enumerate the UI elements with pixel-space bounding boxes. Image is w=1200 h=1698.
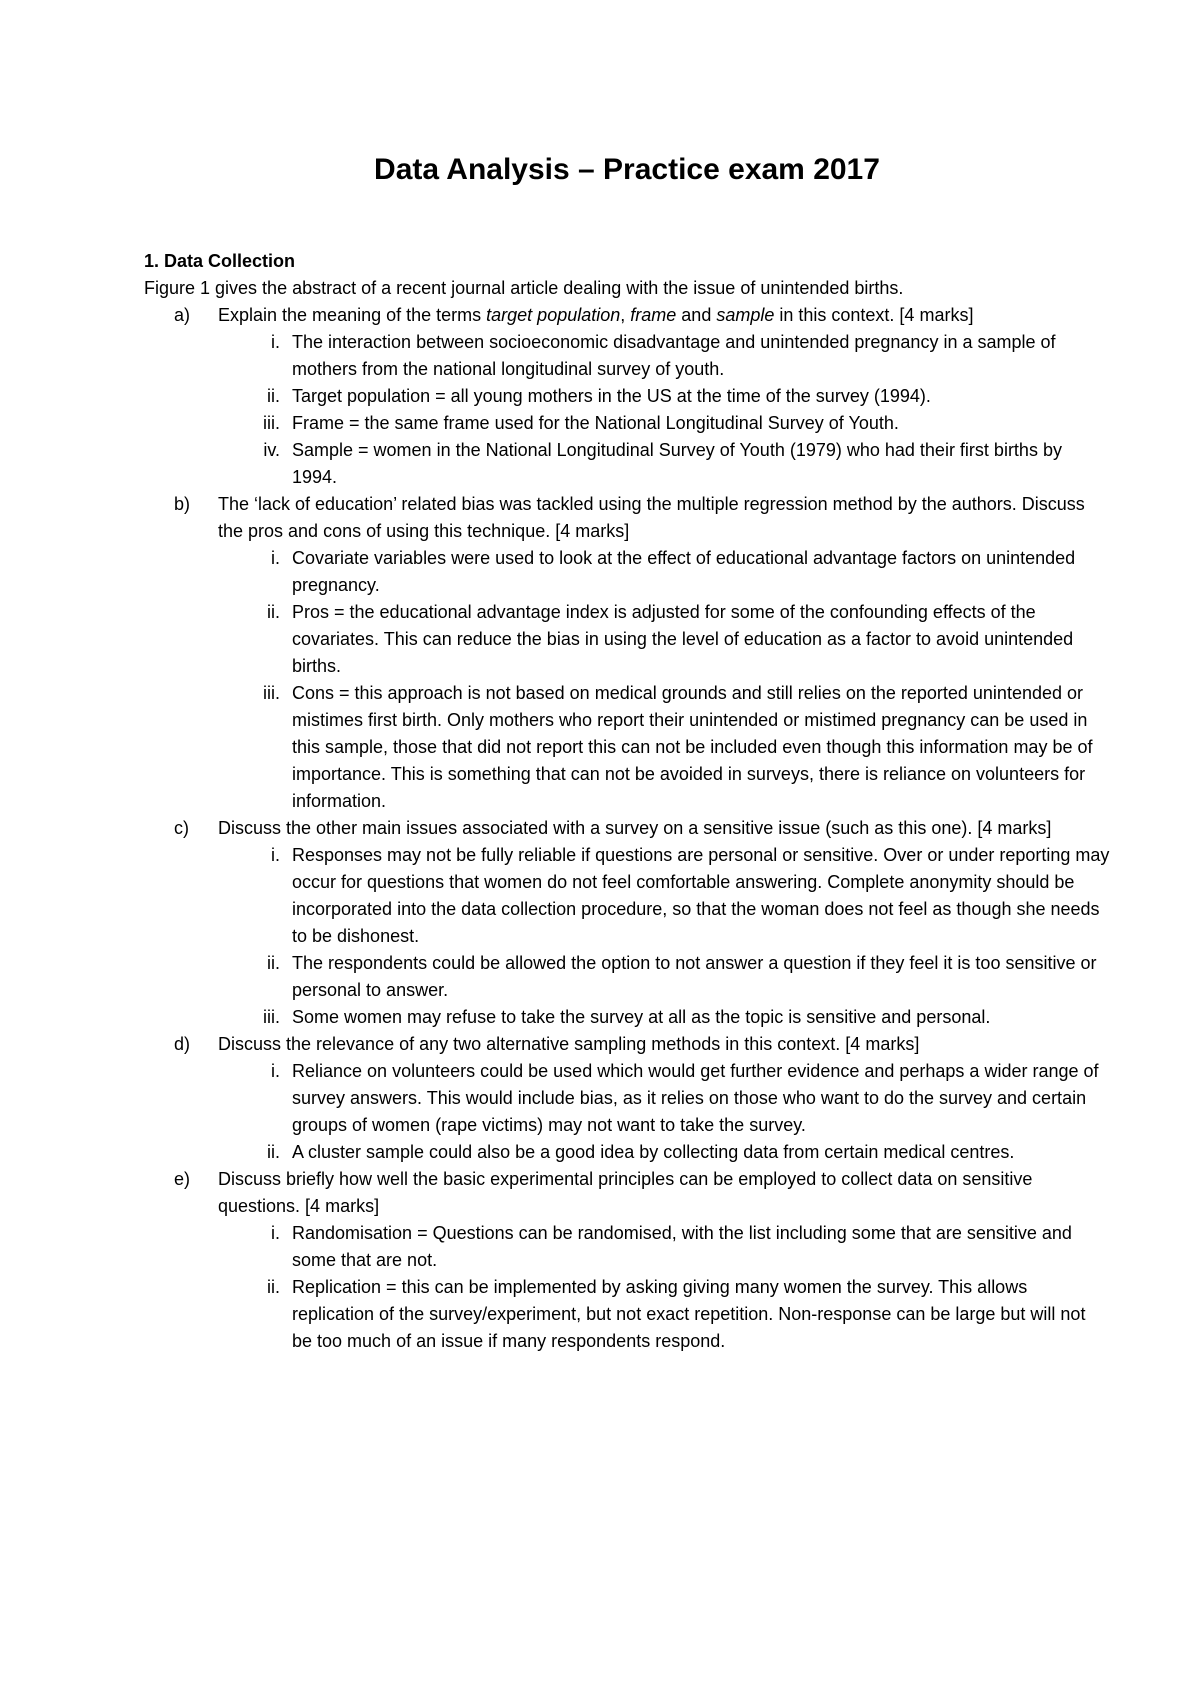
answer-item: iii. Frame = the same frame used for the National Longitudinal Survey of Youth. (263, 413, 899, 433)
question-text: The ‘lack of education’ related bias was tackled using the multiple regression method by the authors. Discuss the pros and cons of using this technique. [4 marks] (218, 494, 1085, 541)
question-d (144, 1031, 1110, 1058)
answer-text: The respondents could be allowed the option to not answer a question if they feel it is too sensitive or personal to answer. (292, 953, 1097, 1000)
answer-item: i. Covariate variables were used to look at the effect of educational advantage factors on unintended pregnancy. (271, 548, 1076, 595)
answer-text: Sample = women in the National Longitudinal Survey of Youth (1979) who had their first births by 1994. (292, 440, 1062, 487)
answer-item: ii. Replication = this can be implemented by asking giving many women the survey. This allows replication of the survey/experiment, but not exact repetition. Non-response can be large but will not be too much of an issue if many respondents respond. (267, 1277, 1086, 1351)
term-target-population: target population (486, 305, 621, 325)
question-text: Explain the meaning of the terms target population, frame and sample in this context. [4 marks] (218, 305, 974, 325)
question-text: Discuss briefly how well the basic experimental principles can be employed to collect data on sensitive questions. [4 marks] (218, 1169, 1033, 1216)
answer-text: Reliance on volunteers could be used which would get further evidence and perhaps a wider range of survey answers. This would include bias, as it relies on those who want to do the survey and certain groups of women (rape victims) may not want to take the survey. (292, 1061, 1099, 1135)
answer-text: Covariate variables were used to look at the effect of educational advantage factors on unintended pregnancy. (292, 548, 1076, 595)
answer-item: iv. Sample = women in the National Longitudinal Survey of Youth (1979) who had their first births by 1994. (263, 440, 1062, 487)
question-label: a) (174, 305, 191, 325)
answer-text: A cluster sample could also be a good idea by collecting data from certain medical centres. (292, 1142, 1015, 1162)
answer-item: i. The interaction between socioeconomic disadvantage and unintended pregnancy in a sample of mothers from the national longitudinal survey of youth. (271, 332, 1056, 379)
answer-text: Pros = the educational advantage index is adjusted for some of the confounding effects of the covariates. This can reduce the bias in using the level of education as a factor to avoid unintended births. (292, 602, 1074, 676)
answer-item: i. Randomisation = Questions can be randomised, with the list including some that are sensitive and some that are not. (271, 1223, 1072, 1270)
answer-text: Cons = this approach is not based on medical grounds and still relies on the reported unintended or mistimes first birth. Only mothers who report their unintended or mistimed pregnancy can be used in this sample, those that did not report this can not be included even though this information may be of importance. This is something that can not be avoided in surveys, there is reliance on volunteers for information. (292, 683, 1093, 811)
question-label: b) (174, 494, 191, 514)
term-frame: frame (630, 305, 677, 325)
question-e (144, 1166, 1110, 1220)
answer-text: Randomisation = Questions can be randomised, with the list including some that are sensitive and some that are not. (292, 1223, 1072, 1270)
section-heading: 1. Data Collection (144, 251, 296, 271)
answer-item: iii. Some women may refuse to take the survey at all as the topic is sensitive and personal. (263, 1007, 991, 1027)
answer-item: ii. The respondents could be allowed the option to not answer a question if they feel it is too sensitive or personal to answer. (267, 953, 1097, 1000)
answer-text: Responses may not be fully reliable if questions are personal or sensitive. Over or under reporting may occur for questions that women do not feel comfortable answering. Complete anonymity should be incorporated into the data collection procedure, so that the woman does not feel as though she needs to be dishonest. (292, 845, 1110, 946)
answer-text: Some women may refuse to take the survey at all as the topic is sensitive and personal. (292, 1007, 991, 1027)
question-text: Discuss the other main issues associated with a survey on a sensitive issue (such as this one). [4 marks] (218, 818, 1052, 838)
question-b (144, 491, 1110, 545)
answer-item: ii. A cluster sample could also be a good idea by collecting data from certain medical centres. (267, 1142, 1015, 1162)
answer-item: ii. Pros = the educational advantage index is adjusted for some of the confounding effects of the covariates. This can reduce the bias in using the level of education as a factor to avoid unintended births. (267, 602, 1074, 676)
question-label: d) (174, 1034, 191, 1054)
term-sample: sample (716, 305, 775, 325)
question-label: e) (174, 1169, 191, 1189)
answer-item: ii. Target population = all young mothers in the US at the time of the survey (1994). (267, 386, 931, 406)
question-a (144, 302, 1110, 329)
section-intro: Figure 1 gives the abstract of a recent journal article dealing with the issue of unintended births. (144, 278, 904, 298)
document-title: Data Analysis – Practice exam 2017 (374, 153, 880, 186)
answer-item: iii. Cons = this approach is not based on medical grounds and still relies on the reported unintended or mistimes first birth. Only mothers who report their unintended or mistimed pregnancy can be used in this sample, those that did not report this can not be included even though this information may be of importance. This is something that can not be avoided in surveys, there is reliance on volunteers for information. (263, 683, 1093, 811)
question-label: c) (174, 818, 189, 838)
answer-text: Frame = the same frame used for the National Longitudinal Survey of Youth. (292, 413, 899, 433)
question-text: Discuss the relevance of any two alternative sampling methods in this context. [4 marks] (218, 1034, 920, 1054)
question-c (144, 815, 1110, 842)
answer-text: Replication = this can be implemented by asking giving many women the survey. This allows replication of the survey/experiment, but not exact repetition. Non-response can be large but will not be too much of an issue if many respondents respond. (292, 1277, 1086, 1351)
answer-item: i. Reliance on volunteers could be used which would get further evidence and perhaps a wider range of survey answers. This would include bias, as it relies on those who want to do the survey and certain groups of women (rape victims) may not want to take the survey. (271, 1061, 1099, 1135)
answer-text: The interaction between socioeconomic disadvantage and unintended pregnancy in a sample of mothers from the national longitudinal survey of youth. (292, 332, 1056, 379)
answer-item: i. Responses may not be fully reliable if questions are personal or sensitive. Over or under reporting may occur for questions that women do not feel comfortable answering. Complete anonymity should be incorporated into the data collection procedure, so that the woman does not feel as though she needs to be dishonest. (271, 845, 1110, 946)
answer-text: Target population = all young mothers in the US at the time of the survey (1994). (292, 386, 931, 406)
